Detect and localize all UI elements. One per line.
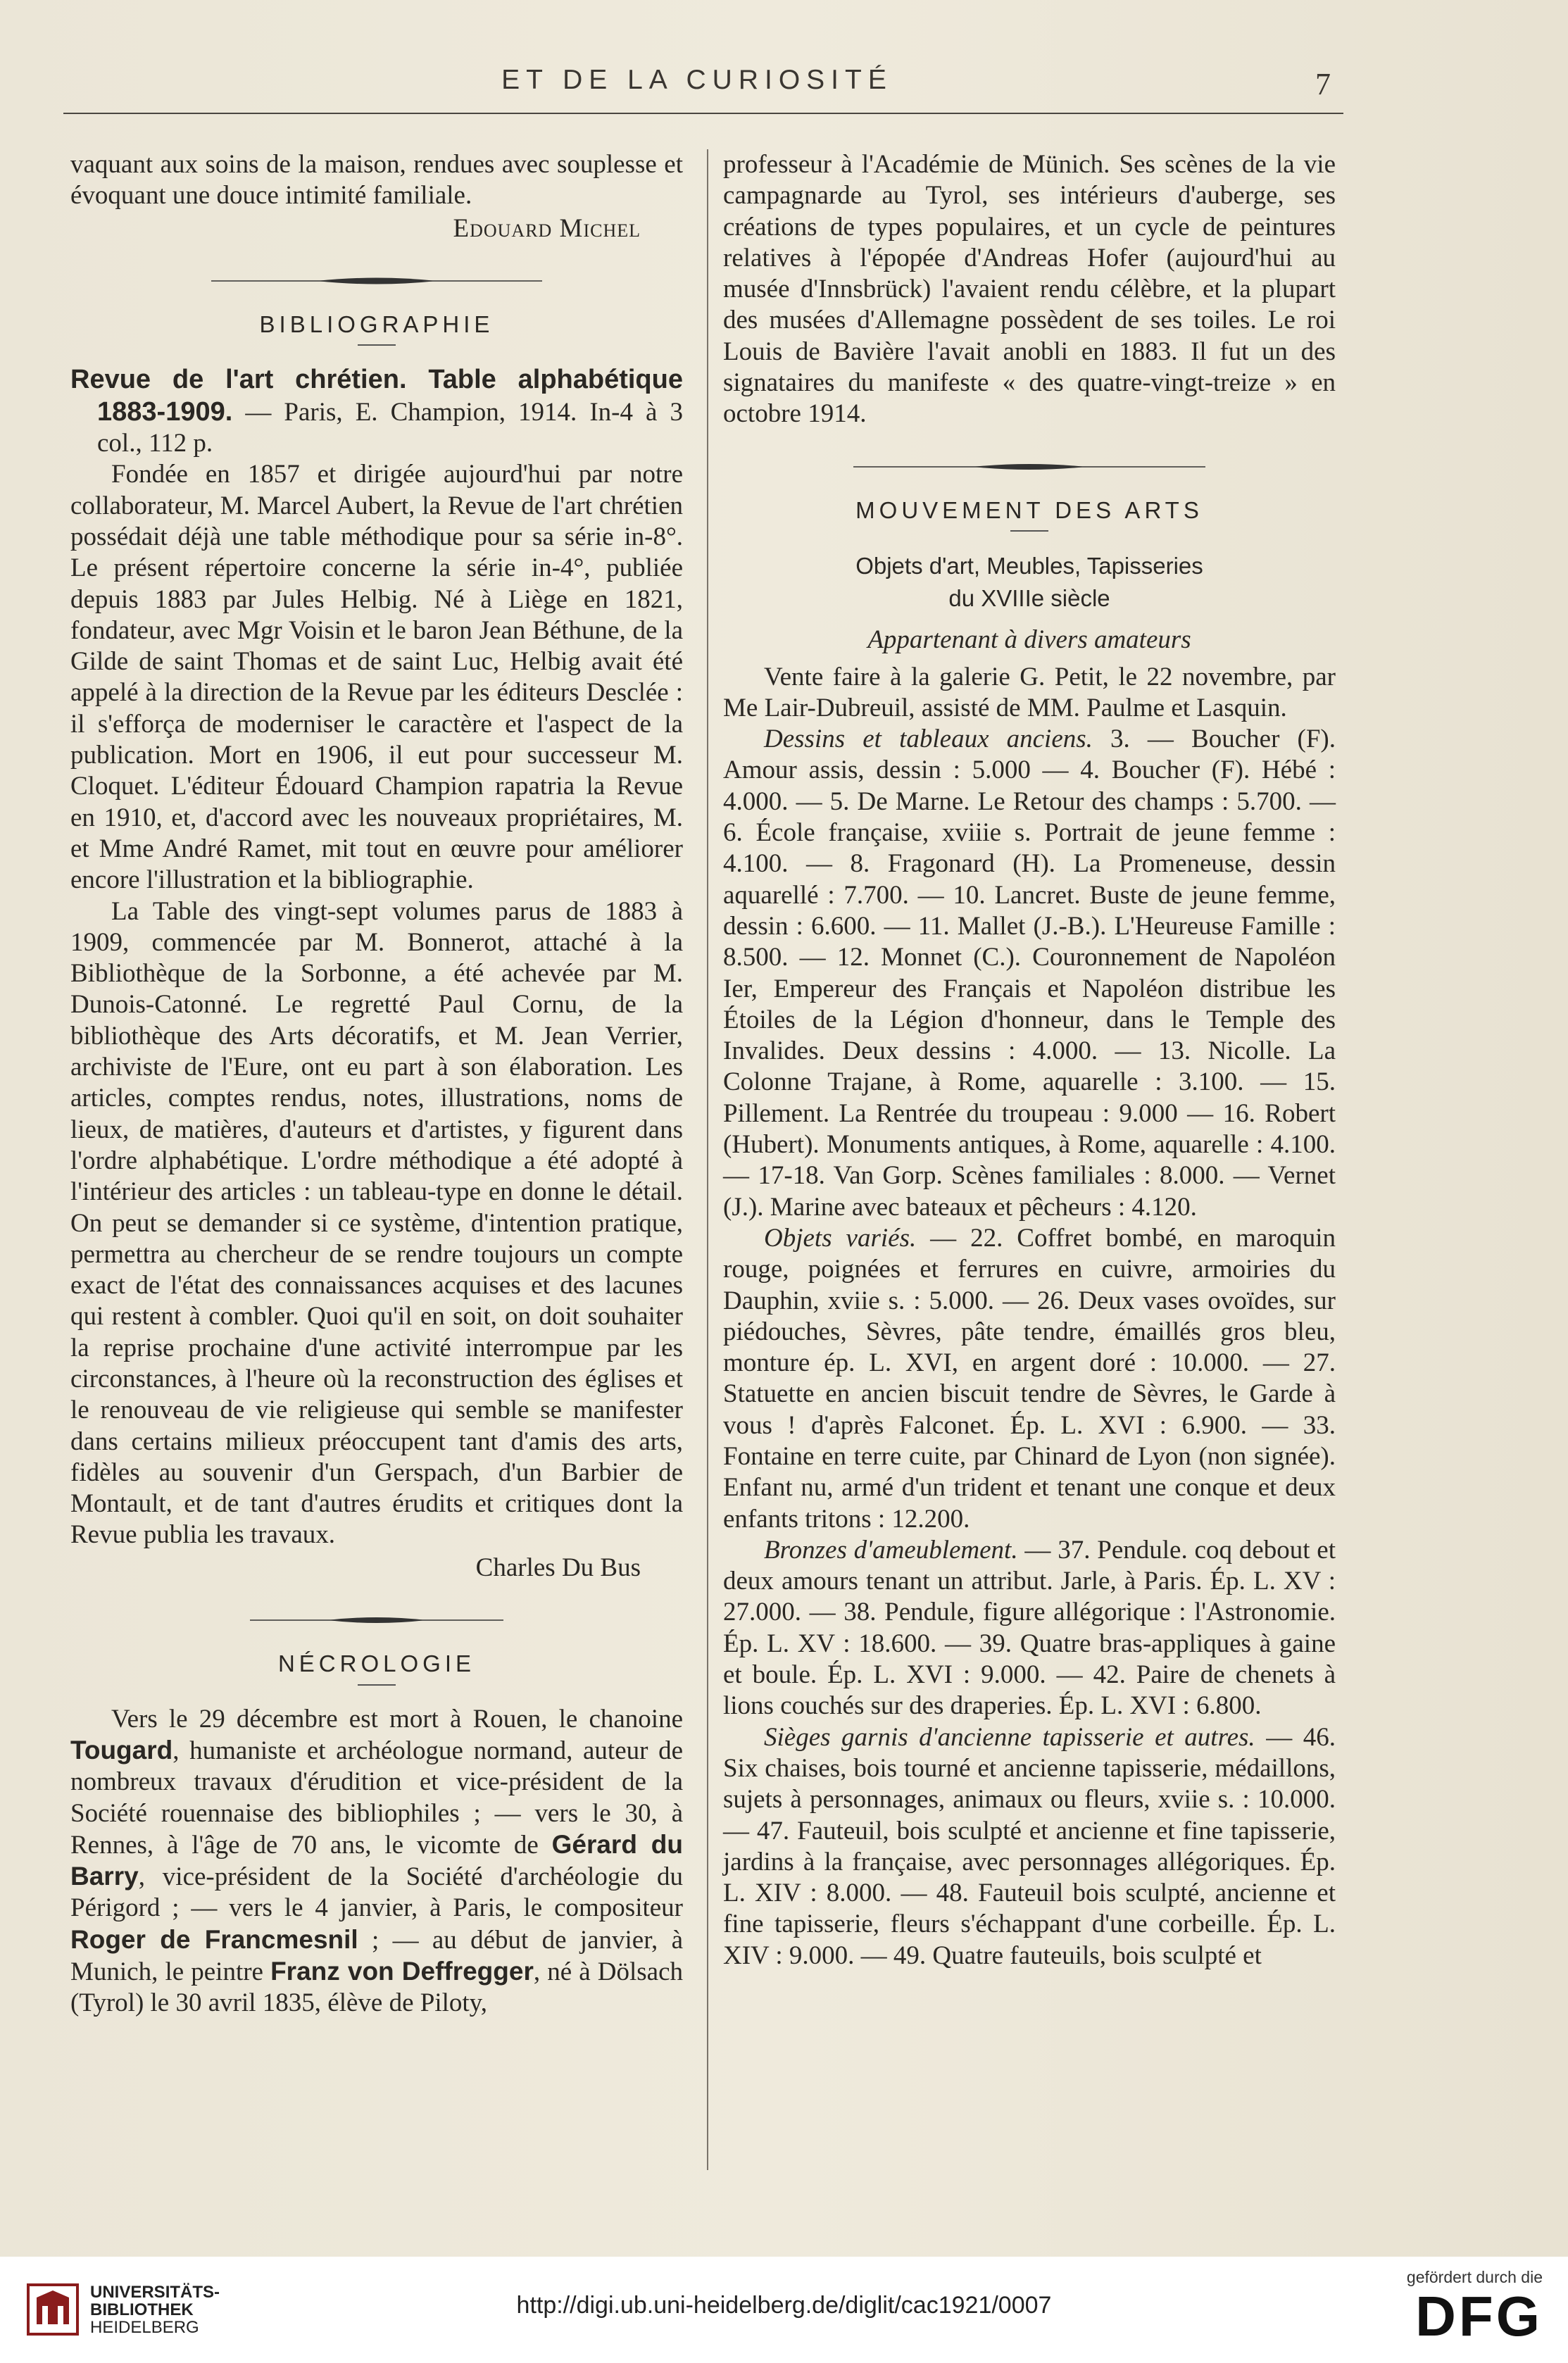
permalink[interactable]: http://digi.ub.uni-heidelberg.de/diglit/cac1921/0007 (516, 2292, 1052, 2319)
funding-caption: gefördert durch die (1406, 2268, 1543, 2286)
bibliography-title: Revue de l'art chrétien. Table alphabétique 1883-1909. (70, 365, 683, 427)
digitization-footer (0, 2257, 1568, 2363)
section-text: — 22. Coffret bombé, en maroquin rouge, poignées et ferrures en cuivre, armoiries du Dauphin, xviie s. : 5.000. — 26. Deux vases ovoïdes, sur piédouches, Sèvres, pâte tendre, émaillés gros bleu, monture ép. L. XVI, en argent doré : 10.000. — 27. Statuette en ancien biscuit tendre de Sèvres, le Garde à vous ! d'après Falconet. Ép. L. XVI : 6.900. — 33. Fontaine en terre cuite, par Chinard de Lyon (non signée). Enfant nu, armé d'un trident et tenant une conque et deux enfants tritons : 12.200. (723, 1223, 1336, 1534)
section-label: Objets variés. (764, 1223, 917, 1253)
deceased-name: Franz von Deffregger (270, 1957, 534, 1986)
necrology-text: , né à Dölsach (Tyrol) le 30 avril 1835, élève de Piloty, (70, 1957, 683, 2018)
bibliography-paragraph: Fondée en 1857 et dirigée aujourd'hui par notre collaborateur, M. Marcel Aubert, la Revue de l'art chrétien possédait déjà une table méthodique pour sa série in-8°. Le présent répertoire concerne la série in-4°, publiée depuis 1883 par Jules Helbig. Né à Liège en 1821, fondateur, avec Mgr Voisin et le baron Jean Béthune, de la Gilde de saint Thomas et de saint Luc, Helbig avait été appelé à la direction de la Revue par les éditeurs Desclée : il s'efforça de moderniser le caractère et l'aspect de la publication. Mort en 1906, il eut pour successeur M. Cloquet. L'éditeur Édouard Champion rapatria la Revue en 1910, et, d'accord avec les nouveaux propriétaires, M. et Mme André Ramet, mit tout en œuvre pour améliorer encore l'illustration et la bibliographie. (70, 460, 683, 895)
section-label: Dessins et tableaux anciens. (764, 725, 1093, 754)
header-rule (63, 113, 1343, 114)
section-text: — 37. Pendule. coq debout et deux amours tenant un attribut. Jarle, à Paris. Ép. L. XV : 27.000. — 38. Pendule, figure allégorique : l'Astronomie. Ép. L. XV : 18.600. — 39. Quatre bras-appliques à gaine et boule. Ép. L. XVI : 9.000. — 42. Paire de chenets à lions couchés sur des draperies. Ép. L. XVI : 6.800. (723, 1535, 1336, 1721)
short-rule (1010, 530, 1048, 532)
sale-section (723, 1535, 1336, 1722)
bibliography-details: — Paris, E. Champion, 1914. In-4 à 3 col., 112 p. (97, 397, 683, 458)
left-column (70, 149, 683, 2019)
owners-line: Appartenant à divers amateurs (867, 625, 1191, 655)
bibliography-heading: BIBLIOGRAPHIE (259, 311, 494, 338)
section-text: — 46. Six chaises, bois tourné et ancienne tapisserie, médaillons, sujets à personnages, animaux ou fleurs, xviie s. : 10.000. — 47. Fauteuil, bois sculpté et ancienne et fine tapisserie, jardins à la française, avec personnages allégoriques. Ép. L. XIV : 8.000. — 48. Fauteuil bois sculpté, ancienne et fine tapisserie, fleurs s'échappant d'une corbeille. Ép. L. XIV : 9.000. — 49. Quatre fauteuils, bois sculpté et (723, 1722, 1336, 1970)
sale-section (723, 724, 1336, 1223)
necrology-text: , humaniste et archéologue normand, auteur de nombreux travaux d'érudition et vice-président de la Société rouennaise des bibliophiles ; — vers le 30, à Rennes, à l'âge de 70 ans, le vicomte de (70, 1736, 683, 1860)
movement-heading: MOUVEMENT DES ARTS (855, 496, 1203, 523)
running-title: ET DE LA CURIOSITÉ (501, 65, 893, 95)
right-column (723, 149, 1336, 1972)
dfg-logo[interactable] (1381, 2268, 1543, 2352)
page-number: 7 (1315, 67, 1331, 101)
sale-subheading (723, 550, 1336, 615)
short-rule (358, 344, 396, 346)
deceased-name: Tougard (70, 1735, 173, 1765)
necrology-paragraph (70, 1704, 683, 2019)
section-label: Sièges garnis d'ancienne tapisserie et autres. (764, 1722, 1255, 1752)
necrology-heading: NÉCROLOGIE (277, 1650, 476, 1677)
bibliography-signature: Charles Du Bus (475, 1553, 641, 1582)
ornament-divider (723, 449, 1336, 480)
section-text: 3. — Boucher (F). Amour assis, dessin : 5.000 — 4. Boucher (F). Hébé : 4.000. — 5. De Marne. Le Retour des champs : 5.700. — 6. École française, xviiie s. Portrait de jeune femme : 4.100. — 8. Fragonard (H). La Promeneuse, dessin aquarellé : 7.700. — 10. Lancret. Buste de jeune femme, dessin : 6.600. — 11. Mallet (J.-B.). L'Heureuse Famille : 8.500. — 12. Monnet (C.). Couronnement de Napoléon Ier, Empereur des Français et Napoléon distribue les Étoiles de la Légion d'honneur, dans le Temple des Invalides. Deux dessins : 4.000. — 13. Nicolle. La Colonne Trajane, à Rome, aquarelle : 3.100. — 15. Pillement. La Rentrée du troupeau : 9.000 — 16. Robert (Hubert). Monuments antiques, à Rome, aquarelle : 4.100. — 17-18. Van Gorp. Scènes familiales : 8.000. — Vernet (J.). Marine avec bateaux et pêcheurs : 4.120. (723, 725, 1336, 1222)
sale-intro: Vente faire à la galerie G. Petit, le 22 novembre, par Me Lair-Dubreuil, assisté de MM. Paulme et Lasquin. (723, 662, 1336, 722)
bibliography-entry (70, 364, 683, 459)
dfg-wordmark: DFG (1415, 2285, 1543, 2348)
running-head (63, 65, 1331, 107)
intro-paragraph: vaquant aux soins de la maison, rendues avec souplesse et évoquant une douce intimité familiale. (70, 150, 683, 211)
intro-signature: Edouard Michel (453, 213, 641, 243)
library-name-line: HEIDELBERG (90, 2318, 199, 2337)
sale-section (723, 1223, 1336, 1535)
necrology-text: , vice-président de la Société d'archéologie du Périgord ; — vers le 4 janvier, à Paris, le compositeur (70, 1862, 683, 1923)
ornament-divider (70, 1602, 683, 1633)
necrology-text: ; — au début de janvier, à Munich, le peintre (70, 1925, 684, 1987)
subheading-line: du XVIIIe siècle (948, 585, 1110, 612)
sale-section (723, 1722, 1336, 1972)
deceased-name: Roger de Francmesnil (70, 1924, 358, 1954)
short-rule (358, 1684, 396, 1686)
deceased-name: Gérard du Barry (70, 1829, 683, 1891)
column-divider (707, 149, 708, 2170)
library-name-line: BIBLIOTHEK (90, 2300, 194, 2319)
necrology-continuation: professeur à l'Académie de Münich. Ses scènes de la vie campagnarde au Tyrol, ses intérieurs d'auberge, ses créations de types populaires, et un cycle de peintures relatives à l'épopée d'Andreas Hofer (aujourd'hui au musée d'Innsbrück) l'avaient rendu célèbre, et la plupart des musées d'Allemagne possèdent de ses toiles. Le roi Louis de Bavière l'avait anobli en 1883. Il fut un des signataires du manifeste « des quatre-vingt-treize » en octobre 1914. (723, 150, 1336, 429)
bibliography-citation (70, 364, 683, 459)
section-label: Bronzes d'ameublement. (764, 1535, 1018, 1565)
necrology-text: Vers le 29 décembre est mort à Rouen, le chanoine (111, 1704, 683, 1734)
ornament-divider (70, 263, 683, 294)
subheading-line: Objets d'art, Meubles, Tapisseries (855, 553, 1203, 579)
library-name-line: UNIVERSITÄTS- (90, 2283, 220, 2302)
bibliography-paragraph: La Table des vingt-sept volumes parus de 1883 à 1909, commencée par M. Bonnerot, attaché à la Bibliothèque de la Sorbonne, a été achevée par M. Dunois-Catonné. Le regretté Paul Cornu, de la bibliothèque des Arts décoratifs, et M. Jean Verrier, archiviste de l'Eure, ont eu part à son élaboration. Les articles, comptes rendus, notes, illustrations, noms de lieux, de matières, d'auteurs et d'artistes, y figurent dans l'ordre alphabétique. L'ordre méthodique a été adopté à l'intérieur des articles : un tableau-type en donne le détail. On peut se demander si ce système, d'intention pratique, permettra au chercheur de se rendre toujours un compte exact de l'état des connaissances acquises et des lacunes qui restent à combler. Quoi qu'il en soit, on doit souhaiter la reprise prochaine d'une activité interrompue par les circonstances, à l'heure où la reconstruction des églises et le renouveau de vie religieuse qui semble se manifester dans certains milieux préoccupent tant d'amis des arts, fidèles au souvenir d'un Gerspach, d'un Barbier de Montault, et de tant d'autres érudits et critiques dont la Revue publia les travaux. (70, 896, 683, 1550)
